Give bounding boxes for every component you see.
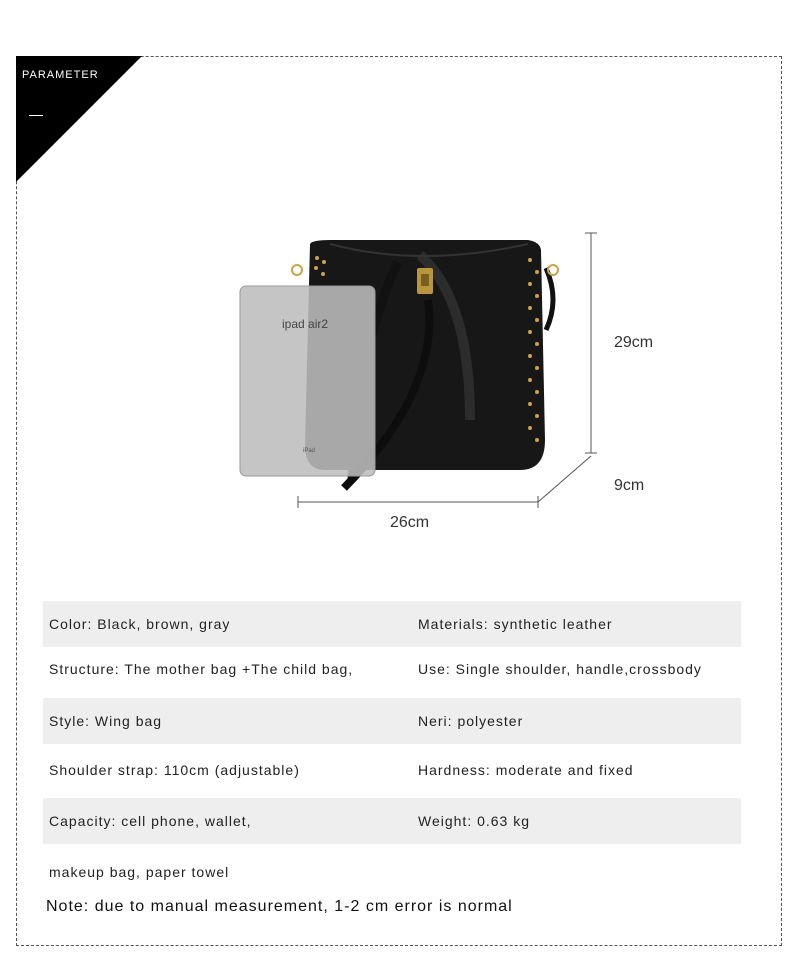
height-label: 29cm [614,334,654,351]
section-title: PARAMETER [22,69,99,81]
spec-hardness: Hardness: moderate and fixed [418,762,634,778]
spec-row [43,747,741,793]
spec-materials: Materials: synthetic leather [418,616,613,632]
spec-row [43,646,741,692]
tablet-brand: iPad [303,448,316,454]
spec-capacity-cont: makeup bag, paper towel [49,864,230,880]
spec-capacity: Capacity: cell phone, wallet, [49,813,252,829]
spec-style: Style: Wing bag [49,713,163,729]
spec-lining: Neri: polyester [418,713,524,729]
spec-use: Use: Single shoulder, handle,crossbody [418,661,702,677]
side-strap [546,268,553,330]
spec-weight: Weight: 0.63 kg [418,813,531,829]
spec-strap: Shoulder strap: 110cm (adjustable) [49,762,300,778]
tablet-label: ipad air2 [282,317,329,331]
spec-row [43,849,741,895]
measurement-note: Note: due to manual measurement, 1-2 cm error is normal [46,898,513,915]
spec-structure: Structure: The mother bag +The child bag, [49,661,354,677]
depth-label: 9cm [614,477,645,494]
width-label: 26cm [390,514,430,531]
spec-row [43,601,741,647]
spec-color: Color: Black, brown, gray [49,616,231,632]
spec-row [43,698,741,744]
spec-row [43,798,741,844]
